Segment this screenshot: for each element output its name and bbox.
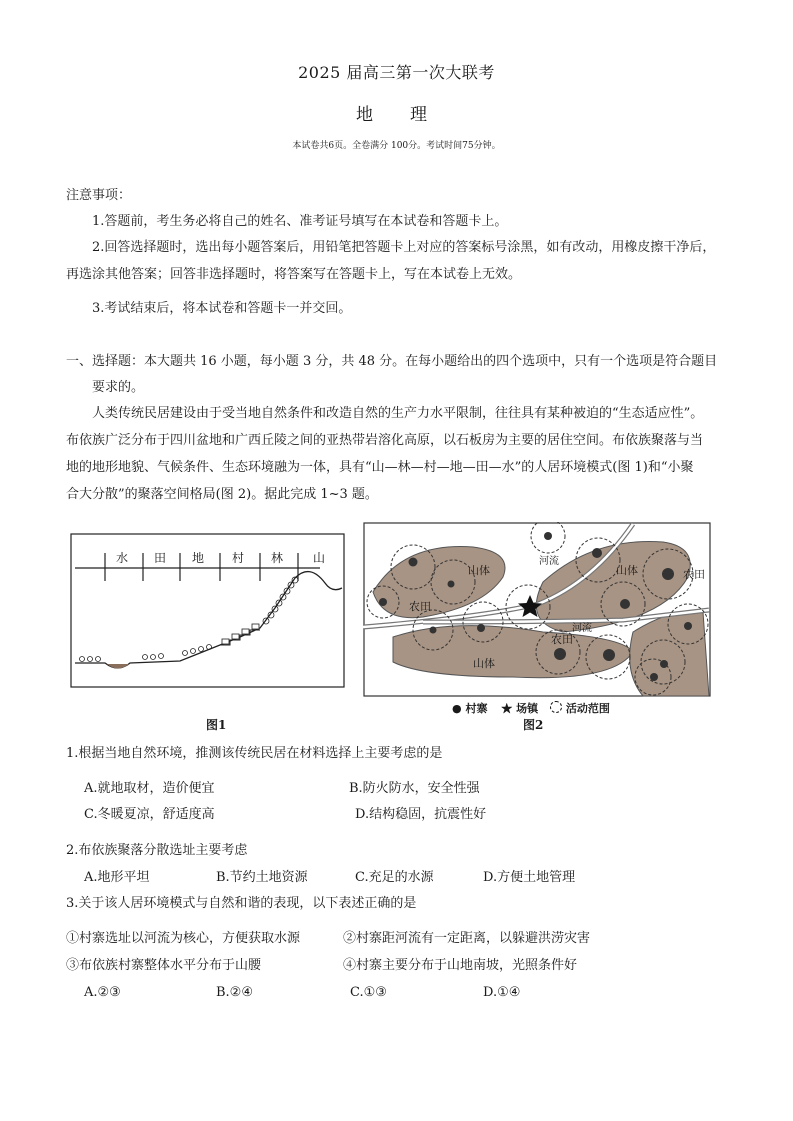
- village-marker-icon: ●: [452, 702, 462, 715]
- q3-stem: 3.关于该人居环境模式与自然和谐的表现，以下表述正确的是: [66, 896, 417, 911]
- subject-title: 地 理: [356, 105, 437, 125]
- q3-option-d: D.①④: [483, 985, 521, 1000]
- q2-option-b: B.节约土地资源: [216, 870, 308, 885]
- exam-note: 本试卷共6页。全卷满分 100分。考试时间75分钟。: [292, 141, 501, 151]
- q1-option-d: D.结构稳固，抗震性好: [355, 807, 487, 822]
- fig2-farmland-2: 农田: [551, 633, 573, 646]
- q3-statement-2: ②村寨距河流有一定距离，以躲避洪涝灾害: [343, 931, 591, 946]
- q1-option-c: C.冬暖夏凉，舒适度高: [84, 807, 215, 822]
- legend-village: 村寨: [465, 702, 488, 715]
- fig2-legend: [452, 700, 610, 716]
- material-line-1: 人类传统民居建设由于受当地自然条件和改造自然的生产力水平限制，往往具有某种被迫的“生态适应性”。: [92, 406, 704, 421]
- fig2-river-1: 河流: [539, 556, 559, 567]
- q3-statement-4: ④村寨主要分布于山地南坡，光照条件好: [343, 958, 578, 973]
- q1-option-b: B.防火防水，安全性强: [349, 781, 480, 796]
- material-line-3: 地的地形地貌、气候条件、生态环境融为一体，具有“山—林—村—地—田—水”的人居环境模式(图 1)和“小聚: [66, 460, 694, 475]
- q3-option-b: B.②④: [216, 985, 253, 1000]
- fig2-mountain-2: 山体: [616, 564, 638, 577]
- exam-title: 2025 届高三第一次大联考: [298, 63, 495, 82]
- fig2-mountain-3: 山体: [473, 657, 495, 670]
- fig1-label-mountain: 山: [313, 551, 326, 565]
- fig2-river-2: 河流: [572, 623, 592, 634]
- notice-heading: 注意事项：: [66, 188, 132, 203]
- figure-2-caption: 图2: [523, 718, 544, 732]
- figure-1: [70, 533, 345, 688]
- notice-item-3: 3.考试结束后，将本试卷和答题卡一并交回。: [92, 301, 352, 316]
- fig2-farmland-1: 农田: [409, 600, 431, 613]
- q2-option-a: A.地形平坦: [84, 870, 150, 885]
- fig1-label-water: 水: [116, 551, 129, 565]
- fig1-label-village: 村: [232, 551, 245, 565]
- q2-option-c: C.充足的水源: [355, 870, 434, 885]
- notice-item-2-line-2: 再选涂其他答案；回答非选择题时，将答案写在答题卡上，写在本试卷上无效。: [66, 267, 522, 282]
- material-line-2: 布依族广泛分布于四川盆地和广西丘陵之间的亚热带岩溶化高原，以石板房为主要的居住空间。布依族聚落与当: [66, 433, 704, 448]
- town-star-icon: ★: [501, 702, 513, 715]
- q3-option-c: C.①③: [350, 985, 387, 1000]
- section-heading-line-1: 一、选择题：本大题共 16 小题，每小题 3 分，共 48 分。在每小题给出的四个选项中，只有一个选项是符合题目: [66, 354, 718, 369]
- notice-item-1: 1.答题前，考生务必将自己的姓名、准考证号填写在本试卷和答题卡上。: [92, 214, 508, 229]
- notice-item-2-line-1: 2.回答选择题时，选出每小题答案后，用铅笔把答题卡上对应的答案标号涂黑，如有改动，用橡皮擦干净后，: [92, 240, 716, 255]
- material-line-4: 合大分散”的聚落空间格局(图 2)。据此完成 1~3 题。: [66, 487, 378, 502]
- q1-option-a: A.就地取材，造价便宜: [84, 781, 215, 796]
- fig1-label-field: 地: [192, 551, 205, 565]
- q3-statement-1: ①村寨选址以河流为核心，方便获取水源: [66, 931, 301, 946]
- figure-1-caption: 图1: [206, 718, 227, 732]
- figure-2: [363, 522, 711, 697]
- legend-town: 场镇: [516, 702, 539, 715]
- q2-option-d: D.方便土地管理: [483, 870, 576, 885]
- fig2-farmland-3: 农田: [683, 568, 705, 581]
- fig2-mountain-1: 山体: [468, 564, 490, 577]
- q1-stem: 1.根据当地自然环境，推测该传统民居在材料选择上主要考虑的是: [66, 746, 443, 761]
- fig1-label-paddy: 田: [154, 551, 167, 565]
- q2-stem: 2.布依族聚落分散选址主要考虑: [66, 843, 248, 858]
- activity-range-icon: [550, 701, 562, 713]
- fig1-label-forest: 林: [271, 551, 284, 565]
- q3-statement-3: ③布依族村寨整体水平分布于山腰: [66, 958, 262, 973]
- q3-option-a: A.②③: [84, 985, 121, 1000]
- section-heading-line-2: 要求的。: [92, 380, 145, 395]
- figure-1-diagram: [70, 533, 345, 688]
- legend-range: 活动范围: [565, 702, 610, 715]
